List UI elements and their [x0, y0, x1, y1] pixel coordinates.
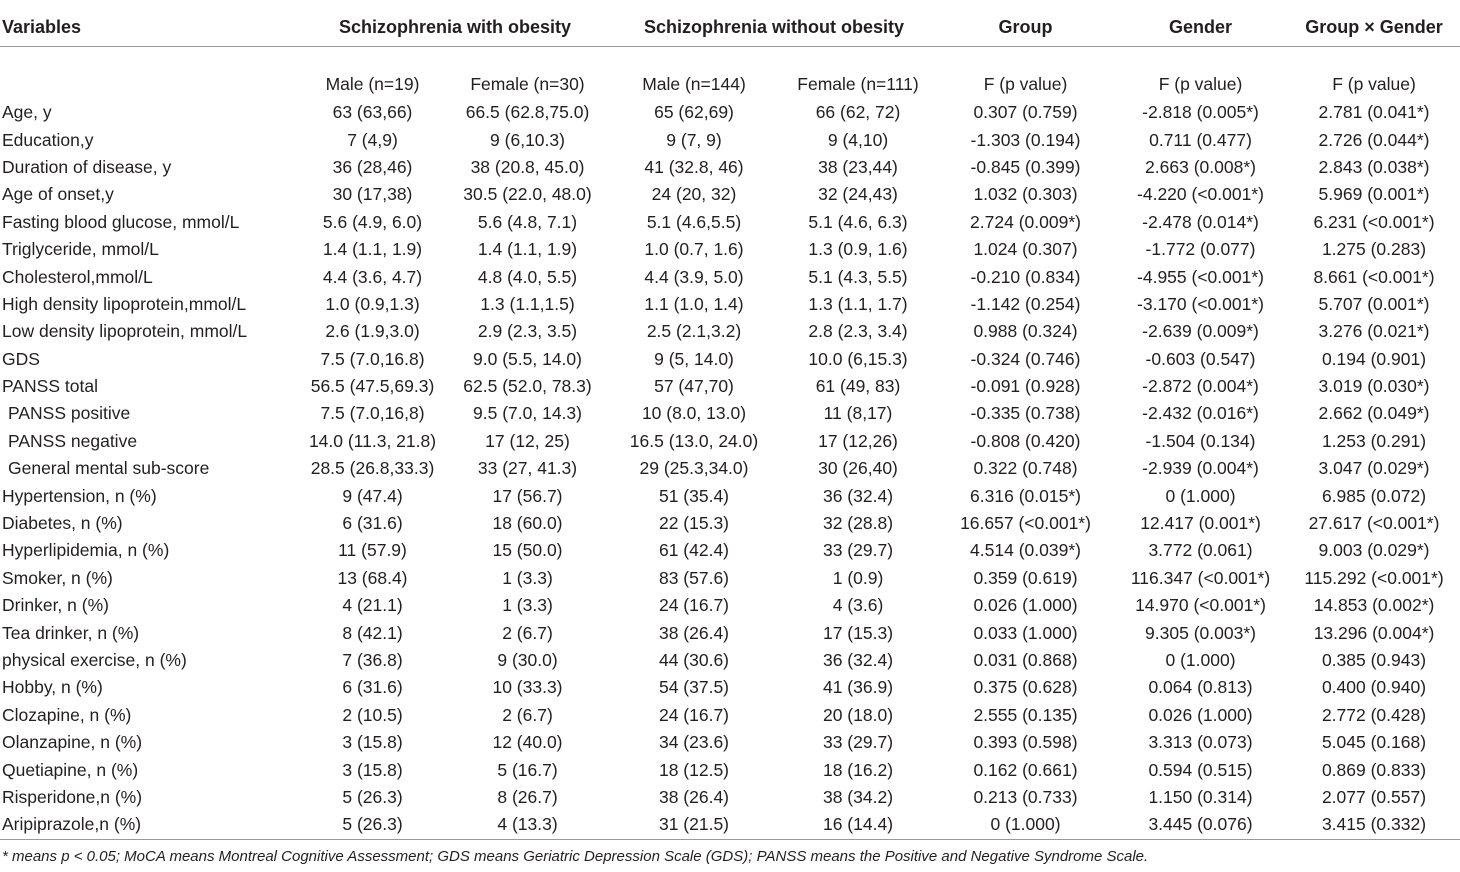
table-row [0, 756, 1460, 783]
table-row [0, 236, 1460, 263]
table-cell: 24 (16.7) [658, 595, 730, 616]
table-cell: 27.617 (<0.001*) [1308, 513, 1440, 534]
table-row [0, 592, 1460, 619]
table-cell: 18 (12.5) [658, 759, 730, 780]
table-cell: 0.033 (1.000) [973, 622, 1078, 643]
table-footnote: * means p < 0.05; MoCA means Montreal Cognitive Assessment; GDS means Geriatric Depression Scale (GDS); PANSS means the Positive and Negative Syndrome Scale. [2, 848, 1149, 865]
table-cell: 17 (15.3) [822, 622, 894, 643]
table-cell: 62.5 (52.0, 78.3) [463, 376, 592, 397]
table-row [0, 318, 1460, 345]
header-group-with-obesity: Schizophrenia with obesity [300, 8, 610, 47]
table-cell: 3.445 (0.076) [1113, 811, 1288, 839]
table-cell: 18 (60.0) [492, 513, 563, 534]
table-cell: 0.162 (0.661) [973, 759, 1078, 780]
table-cell: 5.045 (0.168) [1321, 732, 1427, 753]
table-cell: 0.026 (1.000) [973, 595, 1078, 616]
table-cell: 41 (36.9) [822, 677, 894, 698]
table-cell: 3 (15.8) [342, 759, 403, 780]
table-row [0, 373, 1460, 400]
table-cell: 57 (47,70) [654, 376, 734, 397]
row-label: Drinker, n (%) [2, 595, 109, 616]
table-row [0, 784, 1460, 811]
table-row [0, 263, 1460, 290]
table-row [0, 729, 1460, 756]
table-cell: 29 (25.3,34.0) [639, 458, 749, 479]
table-cell: 10 (8.0, 13.0) [641, 403, 747, 424]
row-label: Aripiprazole,n (%) [0, 811, 300, 839]
table-cell: 32 (28.8) [822, 513, 894, 534]
table-cell: 16 (14.4) [778, 811, 938, 839]
table-cell: 65 (62,69) [654, 102, 734, 123]
table-cell: 9 (4,10) [827, 129, 889, 150]
row-label: Olanzapine, n (%) [2, 732, 143, 753]
table-cell: 2.772 (0.428) [1321, 704, 1427, 725]
table-cell: 1.0 (0.7, 1.6) [644, 239, 744, 260]
table-cell: -0.808 (0.420) [970, 430, 1081, 451]
table-cell: 41 (32.8, 46) [644, 156, 744, 177]
table-cell: 7 (36.8) [342, 650, 403, 670]
table-cell: 4.514 (0.039*) [970, 540, 1081, 561]
row-label: Age of onset,y [2, 184, 114, 205]
row-label: PANSS positive [8, 403, 131, 424]
row-label: Education,y [2, 129, 94, 150]
table-cell: 1.032 (0.303) [973, 184, 1078, 205]
table-cell: 13.296 (0.004*) [1313, 622, 1435, 643]
table-cell: 0 (1.000) [938, 811, 1113, 839]
table-cell: 10.0 (6,15.3) [808, 348, 908, 369]
table-cell: 9 (5, 14.0) [654, 348, 734, 369]
table-cell: 28.5 (26.8,33.3) [310, 458, 435, 479]
table-row [0, 565, 1460, 592]
table-cell: 1.0 (0.9,1.3) [325, 293, 420, 314]
table-cell: 0.375 (0.628) [973, 677, 1078, 698]
table-row [0, 209, 1460, 236]
table-row [0, 510, 1460, 537]
table-cell: 5 (16.7) [497, 759, 558, 780]
subheader-cell: F (p value) [1332, 73, 1416, 94]
table-cell: 5.969 (0.001*) [1318, 184, 1430, 205]
table-cell: 1.3 (1.1,1.5) [480, 293, 575, 314]
table-cell: 34 (23.6) [658, 732, 730, 753]
table-cell: 24 (20, 32) [651, 184, 737, 205]
table-cell: 66.5 (62.8,75.0) [465, 102, 590, 123]
table-row [0, 99, 1460, 126]
subheader-cell: F (p value) [983, 73, 1068, 94]
subheader-empty [0, 47, 300, 100]
table-cell: 5.6 (4.8, 7.1) [477, 211, 578, 232]
table-cell: 36 (28,46) [332, 156, 413, 177]
table-cell: -0.091 (0.928) [970, 376, 1081, 397]
table-cell: 3.313 (0.073) [1148, 732, 1253, 753]
table-cell: 9.003 (0.029*) [1318, 540, 1430, 561]
table-cell: 9.0 (5.5, 14.0) [473, 348, 582, 369]
table-cell: 3.276 (0.021*) [1318, 321, 1430, 342]
table-cell: 1.024 (0.307) [973, 239, 1078, 260]
table-cell: 2.781 (0.041*) [1318, 102, 1430, 123]
table-cell: 9.305 (0.003*) [1145, 622, 1256, 643]
table-cell: 17 (12, 25) [485, 430, 570, 451]
table-cell: -2.639 (0.009*) [1142, 321, 1259, 342]
row-label: Smoker, n (%) [2, 567, 113, 588]
header-gender: Gender [1113, 8, 1288, 47]
table-cell: 38 (26.4) [658, 786, 730, 807]
table-cell: -0.210 (0.834) [970, 266, 1081, 287]
table-row [0, 154, 1460, 181]
table-cell: 0.988 (0.324) [973, 321, 1078, 342]
table-cell: 4 (13.3) [445, 811, 610, 839]
table-cell: 30.5 (22.0, 48.0) [463, 184, 592, 205]
table-cell: 0.359 (0.619) [973, 567, 1078, 588]
header-group-without-obesity: Schizophrenia without obesity [610, 8, 938, 47]
table-cell: 0.393 (0.598) [973, 732, 1078, 753]
table-cell: 9 (30.0) [497, 650, 558, 670]
table-cell: 31 (21.5) [610, 811, 778, 839]
row-label: Tea drinker, n (%) [2, 622, 140, 643]
row-label: Diabetes, n (%) [2, 513, 123, 534]
table-cell: 0.194 (0.901) [1321, 348, 1427, 369]
table-cell: 3 (15.8) [342, 732, 403, 753]
row-label: Risperidone,n (%) [2, 786, 143, 807]
table-cell: 13 (68.4) [337, 567, 408, 588]
table-cell: -4.955 (<0.001*) [1137, 266, 1264, 287]
table-cell: 1.275 (0.283) [1321, 239, 1427, 260]
table-cell: 5.6 (4.9, 6.0) [322, 211, 423, 232]
table-cell: 0.594 (0.515) [1148, 759, 1253, 780]
subheader-row [0, 47, 1460, 100]
row-label: Triglyceride, mmol/L [2, 239, 159, 260]
table-cell: 32 (24,43) [818, 184, 898, 205]
header-variables: Variables [0, 8, 300, 47]
table-cell: 1.4 (1.1, 1.9) [477, 239, 578, 260]
table-cell: 0.711 (0.477) [1149, 129, 1252, 150]
table-cell: 2 (6.7) [502, 704, 553, 725]
table-body [0, 99, 1460, 839]
table-cell: 2.6 (1.9,3.0) [325, 321, 420, 342]
table-cell: 9 (6,10.3) [490, 129, 565, 150]
table-cell: 11 (57.9) [338, 540, 407, 561]
table-cell: 9 (7, 9) [666, 129, 722, 150]
table-cell: 5 (26.3) [300, 811, 445, 839]
table-cell: 2.8 (2.3, 3.4) [808, 321, 908, 342]
table-cell: 4.4 (3.6, 4.7) [322, 266, 423, 287]
table-cell: 0.307 (0.759) [973, 102, 1078, 123]
table-cell: 36 (32.4) [822, 485, 894, 506]
table-cell: 2.726 (0.044*) [1318, 129, 1430, 150]
table-row [0, 647, 1460, 674]
statistics-table [0, 8, 1460, 840]
table-cell: 30 (17,38) [332, 184, 413, 205]
table-cell: 10 (33.3) [492, 677, 563, 698]
table-row [0, 181, 1460, 208]
table-cell: 22 (15.3) [658, 513, 730, 534]
table-cell: 18 (16.2) [822, 759, 894, 780]
table-cell: 2.555 (0.135) [973, 704, 1078, 725]
table-cell: 20 (18.0) [822, 704, 894, 725]
table-cell: 0.031 (0.868) [973, 650, 1078, 670]
table-cell: -2.478 (0.014*) [1142, 211, 1259, 232]
table-cell: 4.8 (4.0, 5.5) [477, 266, 578, 287]
table-cell: 5.1 (4.6, 6.3) [808, 211, 908, 232]
table-cell: 11 (8,17) [823, 403, 893, 424]
table-cell: -0.324 (0.746) [970, 348, 1081, 369]
table-cell: 6 (31.6) [342, 677, 403, 698]
table-cell: 8.661 (<0.001*) [1313, 266, 1435, 287]
table-row [0, 126, 1460, 153]
table-row [0, 537, 1460, 564]
table-cell: 12.417 (0.001*) [1140, 513, 1261, 534]
table-cell: 63 (63,66) [332, 102, 413, 123]
row-label: PANSS total [2, 376, 98, 397]
table-row [0, 674, 1460, 701]
table-cell: 38 (23,44) [818, 156, 898, 177]
table-cell: 3.415 (0.332) [1288, 811, 1460, 839]
table-cell: 5.707 (0.001*) [1318, 293, 1430, 314]
table-cell: 66 (62, 72) [815, 102, 901, 123]
table-cell: -0.335 (0.738) [970, 403, 1081, 424]
table-cell: 16.657 (<0.001*) [960, 513, 1091, 534]
table-cell: 56.5 (47.5,69.3) [310, 376, 435, 397]
table-cell: -0.845 (0.399) [970, 156, 1081, 177]
table-cell: -1.772 (0.077) [1145, 239, 1256, 260]
table-cell: 2.724 (0.009*) [970, 211, 1081, 232]
table-cell: 14.0 (11.3, 21.8) [308, 430, 437, 451]
table-cell: 115.292 (<0.001*) [1304, 567, 1444, 588]
table-cell: 0 (1.000) [1165, 650, 1236, 670]
table-cell: 0 (1.000) [1165, 485, 1236, 506]
table-cell: 1.4 (1.1, 1.9) [322, 239, 423, 260]
table-cell: -2.818 (0.005*) [1142, 102, 1259, 123]
table-cell: 14.853 (0.002*) [1313, 595, 1435, 616]
table-cell: 2.9 (2.3, 3.5) [477, 321, 578, 342]
table-cell: -0.603 (0.547) [1145, 348, 1256, 369]
table-cell: 2.077 (0.557) [1321, 786, 1427, 807]
table-cell: 3.019 (0.030*) [1318, 376, 1430, 397]
table-cell: 24 (16.7) [658, 704, 730, 725]
table-cell: 7.5 (7.0,16,8) [320, 403, 425, 424]
table-cell: 4 (21.1) [342, 595, 403, 616]
row-label: High density lipoprotein,mmol/L [2, 293, 247, 314]
table-cell: 3.772 (0.061) [1148, 540, 1253, 561]
table-cell: 30 (26,40) [818, 458, 898, 479]
row-label: Duration of disease, y [2, 156, 172, 177]
table-cell: 6.985 (0.072) [1321, 485, 1427, 506]
row-label: General mental sub-score [8, 458, 210, 479]
table-cell: 5.1 (4.3, 5.5) [808, 266, 908, 287]
subheader-cell: F (p value) [1158, 73, 1243, 94]
table-cell: 8 (26.7) [497, 786, 558, 807]
table-cell: 5.1 (4.6,5.5) [646, 211, 742, 232]
table-cell: 14.970 (<0.001*) [1135, 595, 1266, 616]
table-cell: 17 (12,26) [818, 430, 898, 451]
table-cell: 0.869 (0.833) [1321, 759, 1427, 780]
table-cell: 6.316 (0.015*) [970, 485, 1081, 506]
table-cell: -2.939 (0.004*) [1142, 458, 1259, 479]
table-cell: 7.5 (7.0,16.8) [320, 348, 425, 369]
table-row [0, 482, 1460, 509]
row-label: PANSS negative [8, 430, 138, 451]
table-cell: -1.142 (0.254) [970, 293, 1081, 314]
table-cell: 83 (57.6) [658, 567, 730, 588]
table-cell: 1 (0.9) [832, 567, 884, 588]
table-row [0, 619, 1460, 646]
table-cell: 0.400 (0.940) [1321, 677, 1427, 698]
table-cell: 16.5 (13.0, 24.0) [629, 430, 759, 451]
table-cell: 61 (49, 83) [815, 376, 901, 397]
table-cell: -2.432 (0.016*) [1142, 403, 1259, 424]
row-label: Cholesterol,mmol/L [2, 266, 153, 287]
row-label: Hypertension, n (%) [2, 485, 157, 506]
table-cell: 116.347 (<0.001*) [1130, 567, 1271, 588]
table-cell: 38 (34.2) [822, 786, 894, 807]
table-cell: 3.047 (0.029*) [1318, 458, 1430, 479]
table-cell: 6.231 (<0.001*) [1313, 211, 1435, 232]
table-cell: 33 (29.7) [822, 540, 894, 561]
header-group-by-gender: Group × Gender [1288, 8, 1460, 47]
table-cell: 7 (4,9) [347, 129, 398, 150]
subheader-cell: Male (n=144) [642, 73, 746, 94]
table-cell: 2.662 (0.049*) [1318, 403, 1430, 424]
table-cell: 2.663 (0.008*) [1145, 156, 1256, 177]
row-label: Hyperlipidemia, n (%) [2, 540, 170, 561]
table-cell: 51 (35.4) [658, 485, 730, 506]
table-cell: 1 (3.3) [502, 595, 553, 616]
header-group: Group [938, 8, 1113, 47]
table-cell: 2.843 (0.038*) [1318, 156, 1430, 177]
table-row [0, 811, 1460, 839]
table-row [0, 291, 1460, 318]
table-cell: -1.504 (0.134) [1145, 430, 1256, 451]
table-cell: 0.026 (1.000) [1148, 704, 1253, 725]
header-row [0, 8, 1460, 47]
table-cell: 8 (42.1) [342, 622, 403, 643]
subheader-cell: Female (n=111) [797, 73, 919, 94]
table-cell: 33 (27, 41.3) [477, 458, 578, 479]
table-row [0, 428, 1460, 455]
table-row [0, 346, 1460, 373]
table-cell: 0.213 (0.733) [973, 786, 1078, 807]
table-cell: 38 (26.4) [658, 622, 730, 643]
table-cell: 5 (26.3) [342, 786, 403, 807]
subheader-cell: Female (n=30) [470, 73, 585, 94]
table-cell: 1 (3.3) [502, 567, 553, 588]
table-cell: 1.253 (0.291) [1321, 430, 1427, 451]
table-cell: 1.150 (0.314) [1148, 786, 1253, 807]
table-cell: 4 (3.6) [832, 595, 884, 616]
table-cell: 1.1 (1.0, 1.4) [644, 293, 744, 314]
table-cell: 0.064 (0.813) [1148, 677, 1253, 698]
table-cell: 4.4 (3.9, 5.0) [644, 266, 744, 287]
row-label: Fasting blood glucose, mmol/L [2, 211, 240, 232]
table-cell: 33 (29.7) [822, 732, 894, 753]
table-cell: 0.322 (0.748) [973, 458, 1078, 479]
table-cell: -2.872 (0.004*) [1142, 376, 1259, 397]
row-label: GDS [2, 348, 40, 369]
table-row [0, 400, 1460, 427]
table-cell: 2.5 (2.1,3.2) [646, 321, 742, 342]
table-cell: 17 (56.7) [492, 485, 563, 506]
table-cell: 9 (47.4) [342, 485, 403, 506]
table-cell: 38 (20.8, 45.0) [470, 156, 585, 177]
table-cell: 61 (42.4) [658, 540, 730, 561]
table-cell: 9.5 (7.0, 14.3) [473, 403, 582, 424]
table-cell: -3.170 (<0.001*) [1137, 293, 1264, 314]
row-label: Age, y [2, 102, 52, 123]
table-cell: 6 (31.6) [342, 513, 403, 534]
table-cell: 1.3 (0.9, 1.6) [808, 239, 908, 260]
table-cell: -4.220 (<0.001*) [1137, 184, 1264, 205]
table-cell: 15 (50.0) [492, 540, 563, 561]
table-cell: 12 (40.0) [492, 732, 563, 753]
table-row [0, 455, 1460, 482]
table-cell: 0.385 (0.943) [1321, 650, 1427, 670]
table-cell: 2 (6.7) [502, 622, 553, 643]
table-row [0, 702, 1460, 729]
row-label: Hobby, n (%) [2, 677, 103, 698]
table-cell: 2 (10.5) [342, 704, 403, 725]
subheader-cell: Male (n=19) [325, 73, 420, 94]
table-cell: 36 (32.4) [822, 650, 894, 670]
table-cell: 44 (30.6) [658, 650, 730, 670]
table-cell: -1.303 (0.194) [970, 129, 1081, 150]
row-label: Quetiapine, n (%) [2, 759, 139, 780]
row-label: physical exercise, n (%) [2, 650, 187, 670]
table-cell: 54 (37.5) [658, 677, 730, 698]
row-label: Clozapine, n (%) [2, 704, 132, 725]
table-cell: 1.3 (1.1, 1.7) [808, 293, 908, 314]
row-label: Low density lipoprotein, mmol/L [2, 321, 248, 342]
